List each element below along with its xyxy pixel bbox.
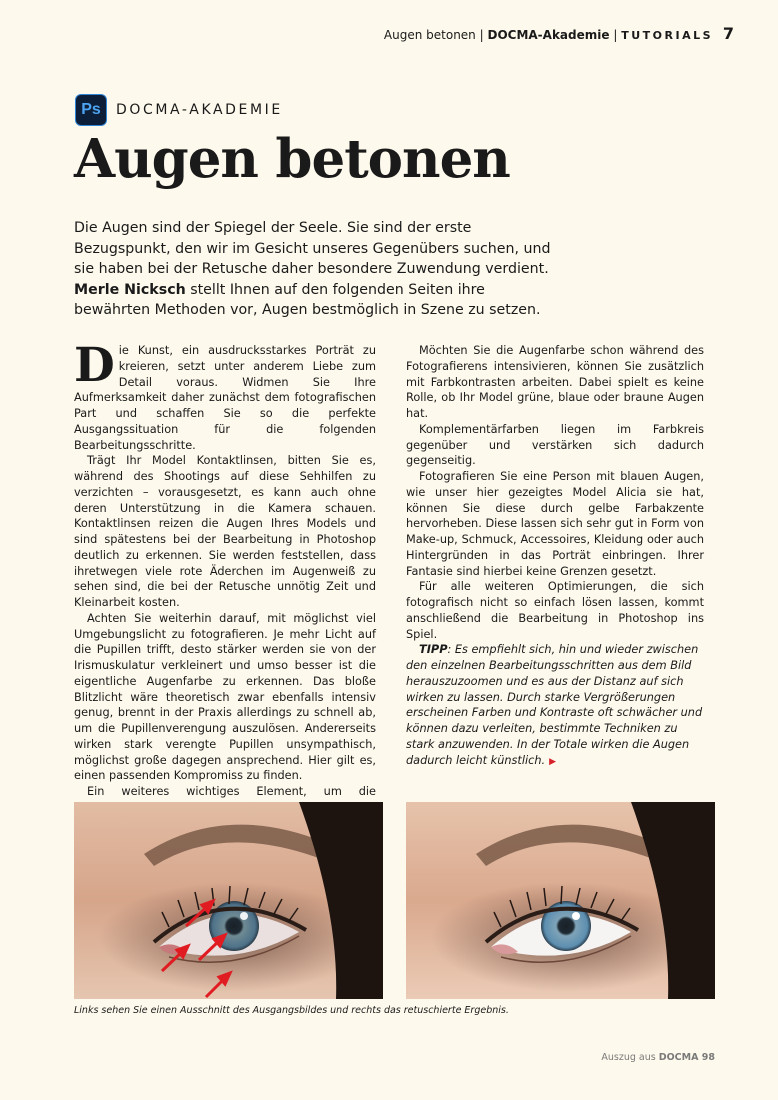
header-section: TUTORIALS bbox=[621, 29, 714, 42]
image-caption: Links sehen Sie einen Ausschnitt des Ausgangsbildes und rechts das retuschierte Ergebnis. bbox=[74, 1005, 509, 1016]
body-paragraph: Trägt Ihr Model Kontaktlinsen, bitten Sie es, während des Shootings auf diese Sehhilfen zu verzichten – vorausgesetzt, es kann auch ohne deren Unterstützung in die Kamera schauen. Kontaktlinsen reizen die Augen Ihres Models und sind spätestens bei der Bearbeitung in Photoshop deutlich zu erkennen. Sie werden feststellen, dass ihretwegen viele rote Äderchen im Augenweiß zu sehen sind, die bei der Retusche unnötig Zeit und Kleinarbeit kosten. bbox=[74, 454, 376, 609]
lead-paragraph bbox=[74, 218, 564, 321]
section-kicker: DOCMA-AKADEMIE bbox=[116, 102, 283, 118]
body-column-right bbox=[406, 343, 704, 770]
body-paragraph: Möchten Sie die Augenfarbe schon während des Fotografierens intensivieren, können Sie zusätzlich mit Farbkontrasten arbeiten. Dabei spielt es keine Rolle, ob Ihr Model grüne, blaue oder braune Augen hat. bbox=[406, 344, 704, 420]
header-separator: | bbox=[613, 28, 618, 42]
eye-photo-before bbox=[74, 802, 383, 999]
header-title: Augen betonen bbox=[383, 28, 476, 42]
body-paragraph: Ein weiteres wichtiges Element, um die bbox=[87, 785, 376, 798]
tip-box bbox=[406, 642, 704, 770]
body-paragraph-text: ie Kunst, ein ausdrucksstarkes Porträt zu kreieren, setzt unter anderem Liebe zum Detail voraus. Widmen Sie Ihre Aufmerksamkeit daher zunächst dem fotografischen Part und schaffen Sie so die perfekte Ausgangssituation für die folgenden Bearbeitungsschritte. bbox=[74, 344, 376, 452]
page-title: Augen betonen bbox=[74, 128, 510, 190]
footer-issue: DOCMA 98 bbox=[658, 1052, 715, 1063]
body-paragraph: Komplementärfarben liegen im Farbkreis gegenüber und verstärken sich dadurch gegenseitig. bbox=[406, 422, 704, 468]
body-paragraph: Achten Sie weiterhin darauf, mit möglichst viel Umgebungslicht zu fotografieren. Je mehr Licht auf die Pupillen trifft, desto stärker werden sie von der Irismuskulatur verkleinert und umso besser ist die eigentliche Augenfarbe zu erkennen. Das bloße Blitzlicht wäre theoretisch zwar ebenfalls intensiv genug, brennt in der Praxis allerdings zu schnell ab, um die Pupillenverengung auszulösen. Andererseits wirken stark verengte Pupillen unsympathisch, möglichst große dagegen ansprechend. Hier gilt es, einen passenden Kompromiss zu finden. bbox=[74, 611, 376, 783]
author-name: Merle Nicksch bbox=[74, 281, 186, 298]
eye-photo-after bbox=[406, 802, 715, 999]
tip-label: TIPP bbox=[419, 643, 448, 657]
drop-cap: D bbox=[74, 338, 115, 393]
body-paragraph bbox=[74, 338, 376, 453]
end-marker-icon: ▶ bbox=[549, 756, 556, 767]
lead-text: Die Augen sind der Spiegel der Seele. Sie sind der erste Bezugspunkt, den wir im Gesicht unseres Gegenübers suchen, und sie haben bei der Retusche daher besondere Zuwendung verdient. bbox=[74, 220, 551, 277]
lead-text-end: stellt Ihnen auf den folgenden Seiten ihre bewährten Methoden vor, Augen bestmöglich in Szene zu setzen. bbox=[74, 281, 541, 318]
body-paragraph: Für alle weiteren Optimierungen, die sich fotografisch nicht so einfach lösen lassen, kommt anschließend die Bearbeitung in Photoshop ins Spiel. bbox=[406, 580, 704, 641]
footer-prefix: Auszug aus bbox=[601, 1052, 656, 1063]
running-header bbox=[384, 24, 734, 43]
footer bbox=[601, 1052, 715, 1063]
body-paragraph: Fotografieren Sie eine Person mit blauen Augen, wie unser hier gezeigtes Model Alicia sie hat, können Sie diese durch gelbe Farbakzente hervorheben. Diese lassen sich sehr gut in Form von Make-up, Schmuck, Accessoires, Kleidung oder auch Hintergründen in das Porträt einbringen. Ihrer Fantasie sind hierbei keine Grenzen gesetzt. bbox=[406, 470, 704, 578]
header-brand: DOCMA-Akademie bbox=[487, 28, 610, 42]
page-number: 7 bbox=[722, 24, 734, 43]
header-separator: | bbox=[479, 28, 484, 42]
photoshop-icon: Ps bbox=[75, 94, 107, 126]
tip-text: : Es empfiehlt sich, hin und wieder zwischen den einzelnen Bearbeitungsschritten aus dem Bild herauszuzoomen und es aus der Distanz auf sich wirken zu lassen. Durch starke Vergrößerungen erscheinen Farben und Kontraste oft schwächer und können dazu verleiten, bestimmte Techniken zu stark anzuwenden. In der Totale wirken die Augen dadurch leicht künstlich. bbox=[406, 643, 703, 767]
